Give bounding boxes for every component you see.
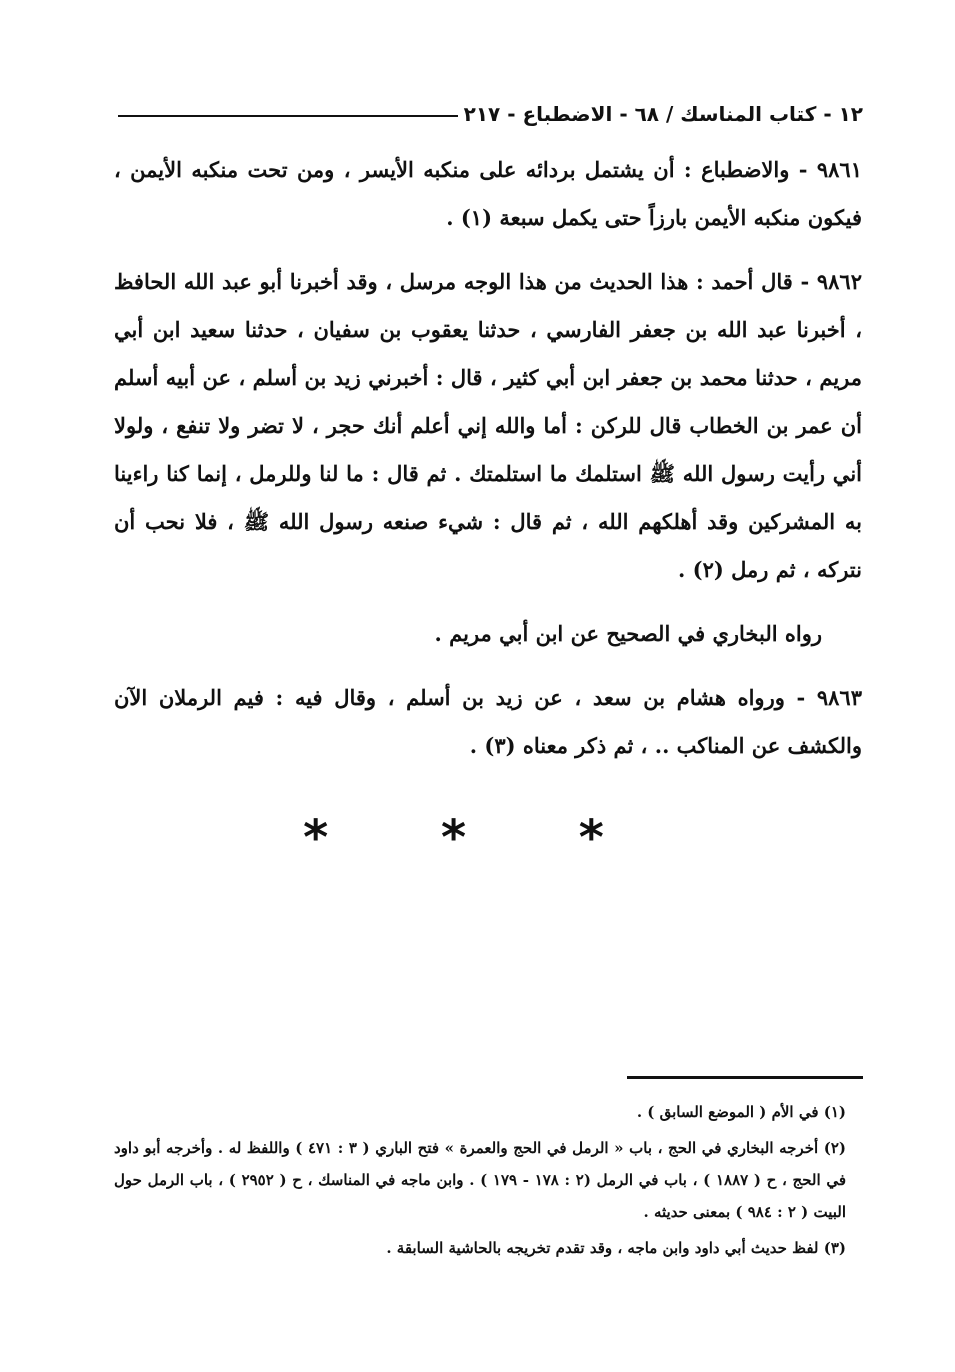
running-title: ١٢ - كتاب المناسك / ٦٨ - الاضطباع - ٢١٧	[463, 102, 863, 126]
running-header	[118, 84, 863, 124]
header-rule	[118, 115, 458, 117]
paragraph-9861: ٩٨٦١ - والاضطباع : أن يشتمل بردائه على منكبه الأيسر ، ومن تحت منكبه الأيمن ، فيكون منكبه الأيمن بارزاً حتى يكمل سبعة (١) .	[114, 157, 862, 230]
paragraph-9862: ٩٨٦٢ - قال أحمد : هذا الحديث من هذا الوجه مرسل ، وقد أخبرنا أبو عبد الله الحافظ ، أخبرنا عبد الله بن جعفر الفارسي ، حدثنا يعقوب بن سفيان ، حدثنا سعيد ابن أبي مريم ، حدثنا محمد بن جعفر ابن أبي كثير ، قال : أخبرني زيد بن أسلم ، عن أبيه أسلم أن عمر بن الخطاب قال للركن : أما والله إني أعلم أنك حجر ، لا تضر ولا تنفع ، ولولا أني رأيت رسول الله ﷺ استلمك ما استلمتك . ثم قال : ما لنا وللرمل ، إنما كنا راءينا به المشركين وقد أهلكهم الله ، ثم قال : شيء صنعه رسول الله ﷺ ، فلا نحب أن نتركه ، ثم رمل (٢) .	[114, 269, 862, 582]
paragraph-9863: ٩٨٦٣ - ورواه هشام بن سعد ، عن زيد بن أسلم ، وقال فيه : فيم الرملان الآن والكشف عن المناكب .. ، ثم ذكر معناه (٣) .	[114, 685, 862, 758]
footnotes	[114, 1096, 846, 1268]
footnote-2: (٢) أخرجه البخاري في الحج ، باب « الرمل في الحج والعمرة » فتح الباري ( ٣ : ٤٧١ ) واللفظ له . وأخرجه أبو داود في الحج ، ح ( ١٨٨٧ ) ، باب في الرمل (٢ : ١٧٨ - ١٧٩ ) . وابن ماجه في المناسك ، ح ( ٢٩٥٢ ) ، باب الرمل حول البيت ( ٢ : ٩٨٤ ) بمعنى حديثه .	[114, 1139, 847, 1221]
paragraph-bukhari-note: رواه البخاري في الصحيح عن ابن أبي مريم .	[434, 621, 822, 646]
main-text	[114, 146, 862, 786]
section-separator: * * *	[303, 810, 652, 866]
footnote-rule	[627, 1076, 863, 1079]
footnote-1: (١) في الأم ( الموضع السابق ) .	[636, 1103, 846, 1121]
footnote-3: (٣) لفظ حديث أبي داود وابن ماجه ، وقد تقدم تخريجه بالحاشية السابقة .	[386, 1239, 846, 1257]
